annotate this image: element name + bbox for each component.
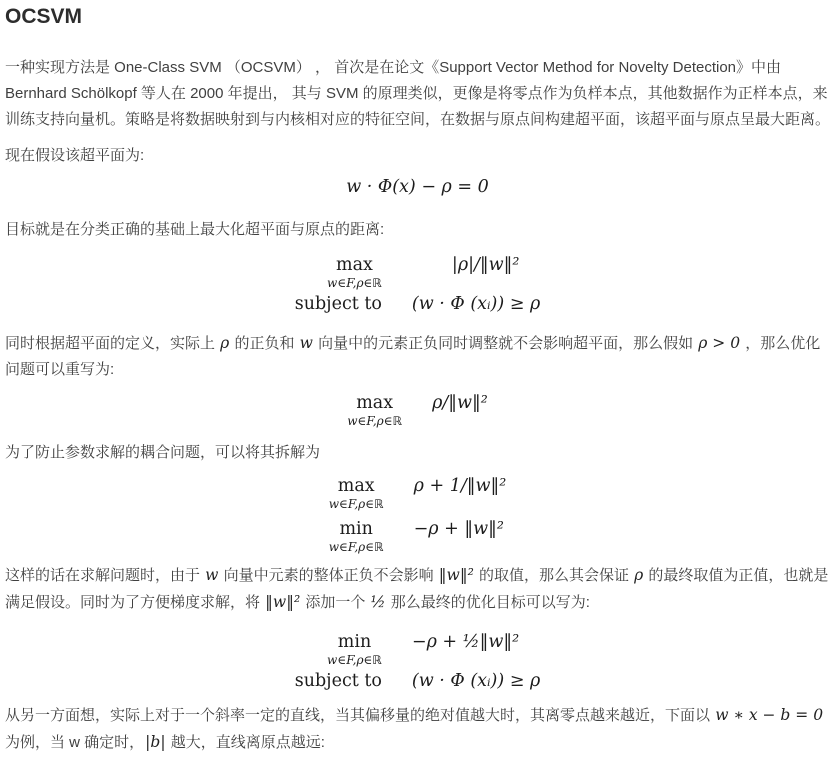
formula-final-objective: [5, 630, 830, 693]
inline-text: 的最终取值为正值，也就是满足假设。同时为了方便梯度求解，将: [5, 567, 829, 611]
inline-text: 从另一方面想，实际上对于一个斜率一定的直线，当其偏移量的绝对值越大时，其离零点越来越近，下面以: [5, 707, 715, 724]
inline-text: 为例，当 w 确定时，: [5, 734, 145, 751]
formula-constraint-body: (w · Φ (xᵢ)) ≥ ρ: [411, 671, 541, 691]
inline-math: w ∗ x − b = 0: [715, 706, 824, 724]
operator-max: max: [356, 393, 394, 413]
inline-math: ρ > 0: [698, 334, 741, 352]
paragraph-intro: 一种实现方法是 One-Class SVM （OCSVM） ， 首次是在论文《Support Vector Method for Novelty Detection》中由 Bernhard Schölkopf 等人在 2000 年提出， 其与 SVM 的原理类似，更像是将零点作为负样本点，其他数据作为正样本点，来训练支持向量机。策略是将数据映射到与内核相对应的特征空间，在数据与原点间构建超平面，该超平面与原点呈最大距离。: [5, 59, 831, 128]
inline-math: ½: [370, 593, 386, 611]
formula-decoupled: [5, 474, 830, 554]
formula-constraint-body: (w · Φ (xᵢ)) ≥ ρ: [411, 294, 541, 314]
formula-objective-body: ρ/‖w‖²: [432, 393, 488, 413]
operator-max: max: [337, 476, 375, 496]
operator-subscript: w∈F,ρ∈ℝ: [328, 540, 384, 554]
operator-stack: [327, 253, 382, 290]
subject-to-label: subject to: [294, 294, 382, 314]
operator-stack: [329, 517, 384, 554]
operator-subscript: w∈F,ρ∈ℝ: [347, 414, 403, 428]
operator-subscript: w∈F,ρ∈ℝ: [328, 497, 384, 511]
formula-hyperplane: [5, 175, 830, 199]
formula-max-rewritten: [5, 391, 830, 428]
formula-hyperplane-body: w · Φ(x) − ρ = 0: [346, 177, 489, 197]
formula-max-distance: [5, 253, 830, 316]
paragraph-objective: 目标就是在分类正确的基础上最大化超平面与原点的距离:: [5, 221, 385, 238]
paragraph-hyperplane-intro: 现在假设该超平面为:: [5, 147, 145, 164]
inline-text: 的取值，那么其会保证: [474, 567, 634, 584]
inline-text: 这样的话在求解问题时，由于: [5, 567, 205, 584]
inline-text: 添加一个: [301, 594, 370, 611]
paragraph-final-objective-intro: [5, 562, 830, 616]
inline-text: 向量中元素的整体正负不会影响: [219, 567, 438, 584]
inline-math: w: [205, 566, 219, 584]
inline-text: 同时根据超平面的定义，实际上: [5, 335, 220, 352]
operator-stack: [329, 474, 384, 511]
inline-math: ρ: [634, 566, 644, 584]
formula-objective-body: −ρ + ½‖w‖²: [411, 632, 520, 652]
page-title: OCSVM: [5, 5, 83, 28]
paragraph-offset-intuition: [5, 702, 830, 756]
inline-math: ρ: [220, 334, 230, 352]
operator-subscript: w∈F,ρ∈ℝ: [327, 276, 382, 290]
inline-text: 的正负和: [230, 335, 299, 352]
formula-max-body: ρ + 1/‖w‖²: [413, 476, 507, 496]
operator-max: max: [336, 255, 373, 275]
inline-text: 向量中的元素正负同时调整就不会影响超平面，那么假如: [313, 335, 698, 352]
paragraph-decouple: 为了防止参数求解的耦合问题，可以将其拆解为: [5, 444, 321, 461]
formula-min-body: −ρ + ‖w‖²: [413, 519, 504, 539]
inline-text: 越大，直线离原点越远:: [166, 734, 325, 751]
subject-to-label: subject to: [294, 671, 382, 691]
inline-math: |b|: [145, 733, 166, 751]
inline-text: ，那么优化问题可以重写为:: [5, 335, 821, 378]
operator-stack: [327, 630, 382, 667]
operator-stack: [347, 391, 402, 428]
inline-math: ‖w‖²: [265, 593, 301, 611]
paragraph-sign-adjust: [5, 330, 830, 383]
inline-math: ‖w‖²: [438, 566, 474, 584]
inline-math: w: [299, 334, 313, 352]
operator-subscript: w∈F,ρ∈ℝ: [327, 653, 382, 667]
operator-min: min: [339, 519, 373, 539]
inline-text: 那么最终的优化目标可以写为:: [386, 594, 590, 611]
operator-min: min: [337, 632, 372, 652]
formula-objective-body: |ρ|/‖w‖²: [451, 255, 520, 275]
